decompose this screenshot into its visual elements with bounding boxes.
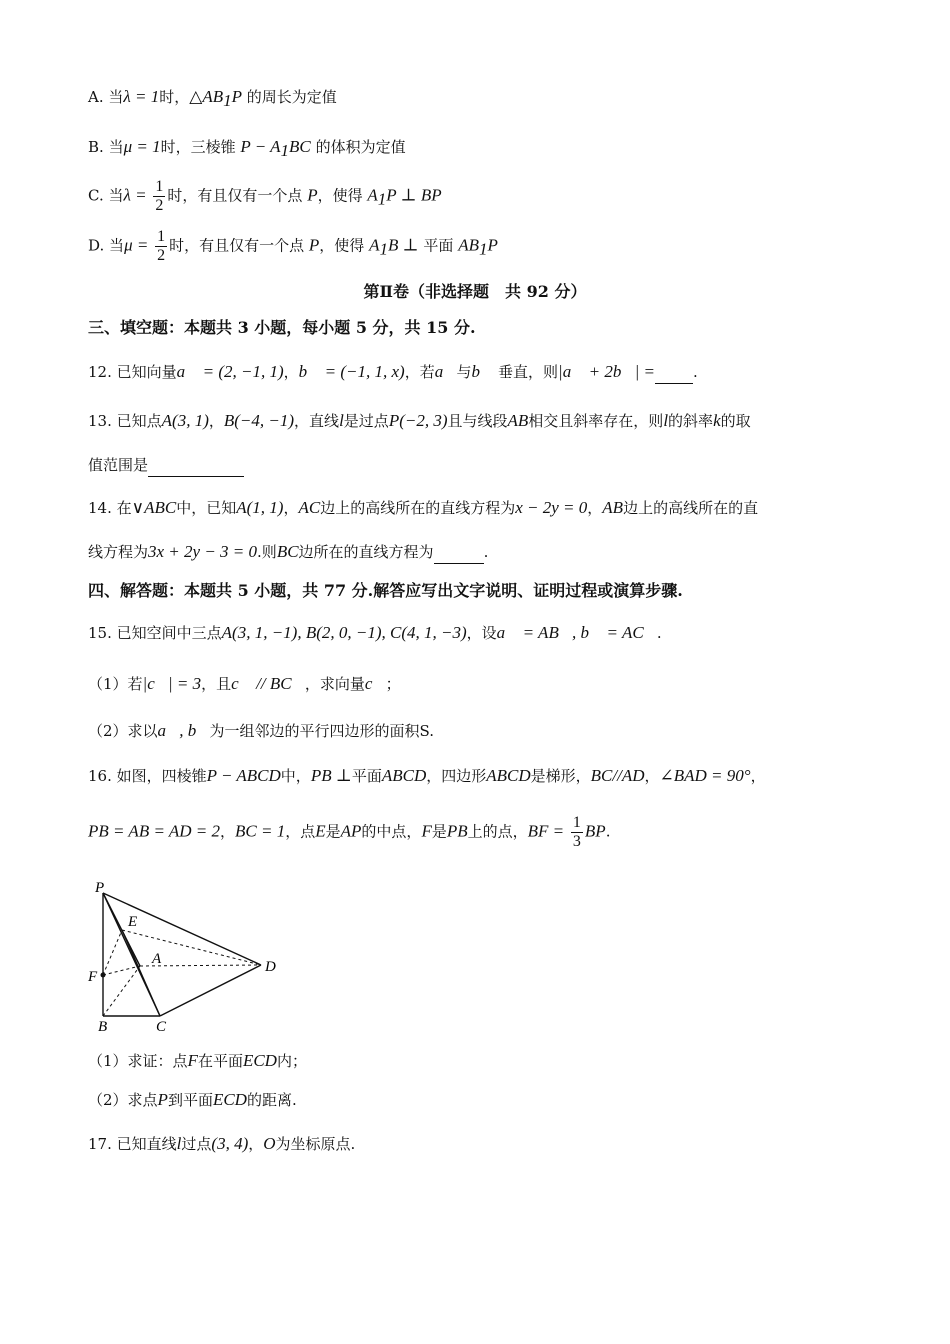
- label-B: B: [98, 1019, 108, 1035]
- question-14: 14. 在∨ABC中，已知A(1, 1)，AC边上的高线所在的直线方程为x − 2y = 0，AB边上的高线所在的直: [88, 498, 759, 517]
- question-15: 15. 已知空间中三点A(3, 1, −1), B(2, 0, −1), C(4, 1, −3)，设a⃗ = AB⃗, b⃗ = AC⃗.: [88, 623, 662, 642]
- label-E: E: [128, 914, 138, 930]
- question-16: 16. 如图，四棱锥P − ABCD中，PB ⊥平面ABCD，四边形ABCD是梯形，BC//AD，∠BAD = 90°，: [88, 766, 766, 785]
- pyramid-figure: [82, 876, 282, 1036]
- edge-EC: [122, 930, 160, 1016]
- point-F-dot: [101, 973, 106, 978]
- option-c: C. 当λ = $\frac{1}{2}$ 时，有且仅有一个点 P，使得 $A_1P$ ⊥ BP: [88, 178, 442, 214]
- edge-FE-hidden: [103, 930, 122, 975]
- label-C: C: [156, 1019, 167, 1035]
- label-P: P: [95, 880, 105, 896]
- question-15-part2: （2）求以a⃗, b⃗为一组邻边的平行四边形的面积S.: [88, 721, 435, 740]
- edge-ED-hidden: [122, 930, 261, 965]
- part-3-title: 三、填空题：本题共 3 小题，每小题 5 分，共 15 分.: [88, 318, 476, 337]
- section-2-title: 第Ⅱ卷（非选择题 共 92 分）: [363, 282, 587, 301]
- edge-PD: [103, 893, 261, 965]
- question-14-line2: 线方程为3x + 2y − 3 = 0.则BC边所在的直线方程为 .: [88, 541, 488, 564]
- question-16-part2: （2）求点P到平面ECD的距离.: [88, 1090, 297, 1109]
- edge-CD: [160, 965, 261, 1016]
- question-12: 12. 已知向量a⃗ = (2, −1, 1)，b⃗ = (−1, 1, x)，若a⃗与b⃗ 垂直，则|a⃗ + 2b⃗| = .: [88, 361, 698, 384]
- edge-BA-hidden: [103, 966, 140, 1016]
- question-13-line2: 值范围是: [88, 454, 244, 477]
- fraction-half-c: $\frac{1}{2}$: [155, 178, 164, 214]
- option-d: D. 当μ = $\frac{1}{2}$ 时，有且仅有一个点 P，使得 $A_1B$ ⊥ 平面 $AB_1P$: [88, 228, 498, 264]
- edge-FA-hidden: [103, 966, 140, 975]
- label-D: D: [265, 959, 276, 975]
- question-13: 13. 已知点A(3, 1)，B(−4, −1)，直线l是过点P(−2, 3)且与线段AB相交且斜率存在，则l的斜率k的取: [88, 411, 751, 430]
- answer-blank: [434, 541, 484, 564]
- option-a: A. 当λ = 1时，$\triangle AB_1P$ 的周长为定值: [88, 87, 337, 110]
- label-F: F: [88, 969, 98, 985]
- question-16-part1: （1）求证：点F在平面ECD内；: [88, 1051, 307, 1070]
- fraction-half-d: $\frac{1}{2}$: [157, 228, 166, 264]
- question-15-part1: （1）若|c⃗| = 3，且c⃗ // BC⃗，求向量c⃗；: [88, 674, 401, 693]
- question-16-line2: PB = AB = AD = 2，BC = 1，点E是AP的中点，F是PB上的点，BF = $\frac{1}{3}$ BP.: [88, 814, 611, 850]
- option-b: B. 当μ = 1时，三棱锥 $P - A_1BC$ 的体积为定值: [88, 137, 406, 160]
- part-4-title: 四、解答题：本题共 5 小题，共 77 分.解答应写出文字说明、证明过程或演算步骤.: [88, 581, 683, 600]
- answer-blank: [655, 361, 693, 384]
- label-A: A: [152, 951, 162, 967]
- fraction-third: $\frac{1}{3}$: [572, 814, 581, 850]
- question-17: 17. 已知直线l过点(3, 4)，O为坐标原点.: [88, 1134, 356, 1153]
- answer-blank: [148, 454, 244, 477]
